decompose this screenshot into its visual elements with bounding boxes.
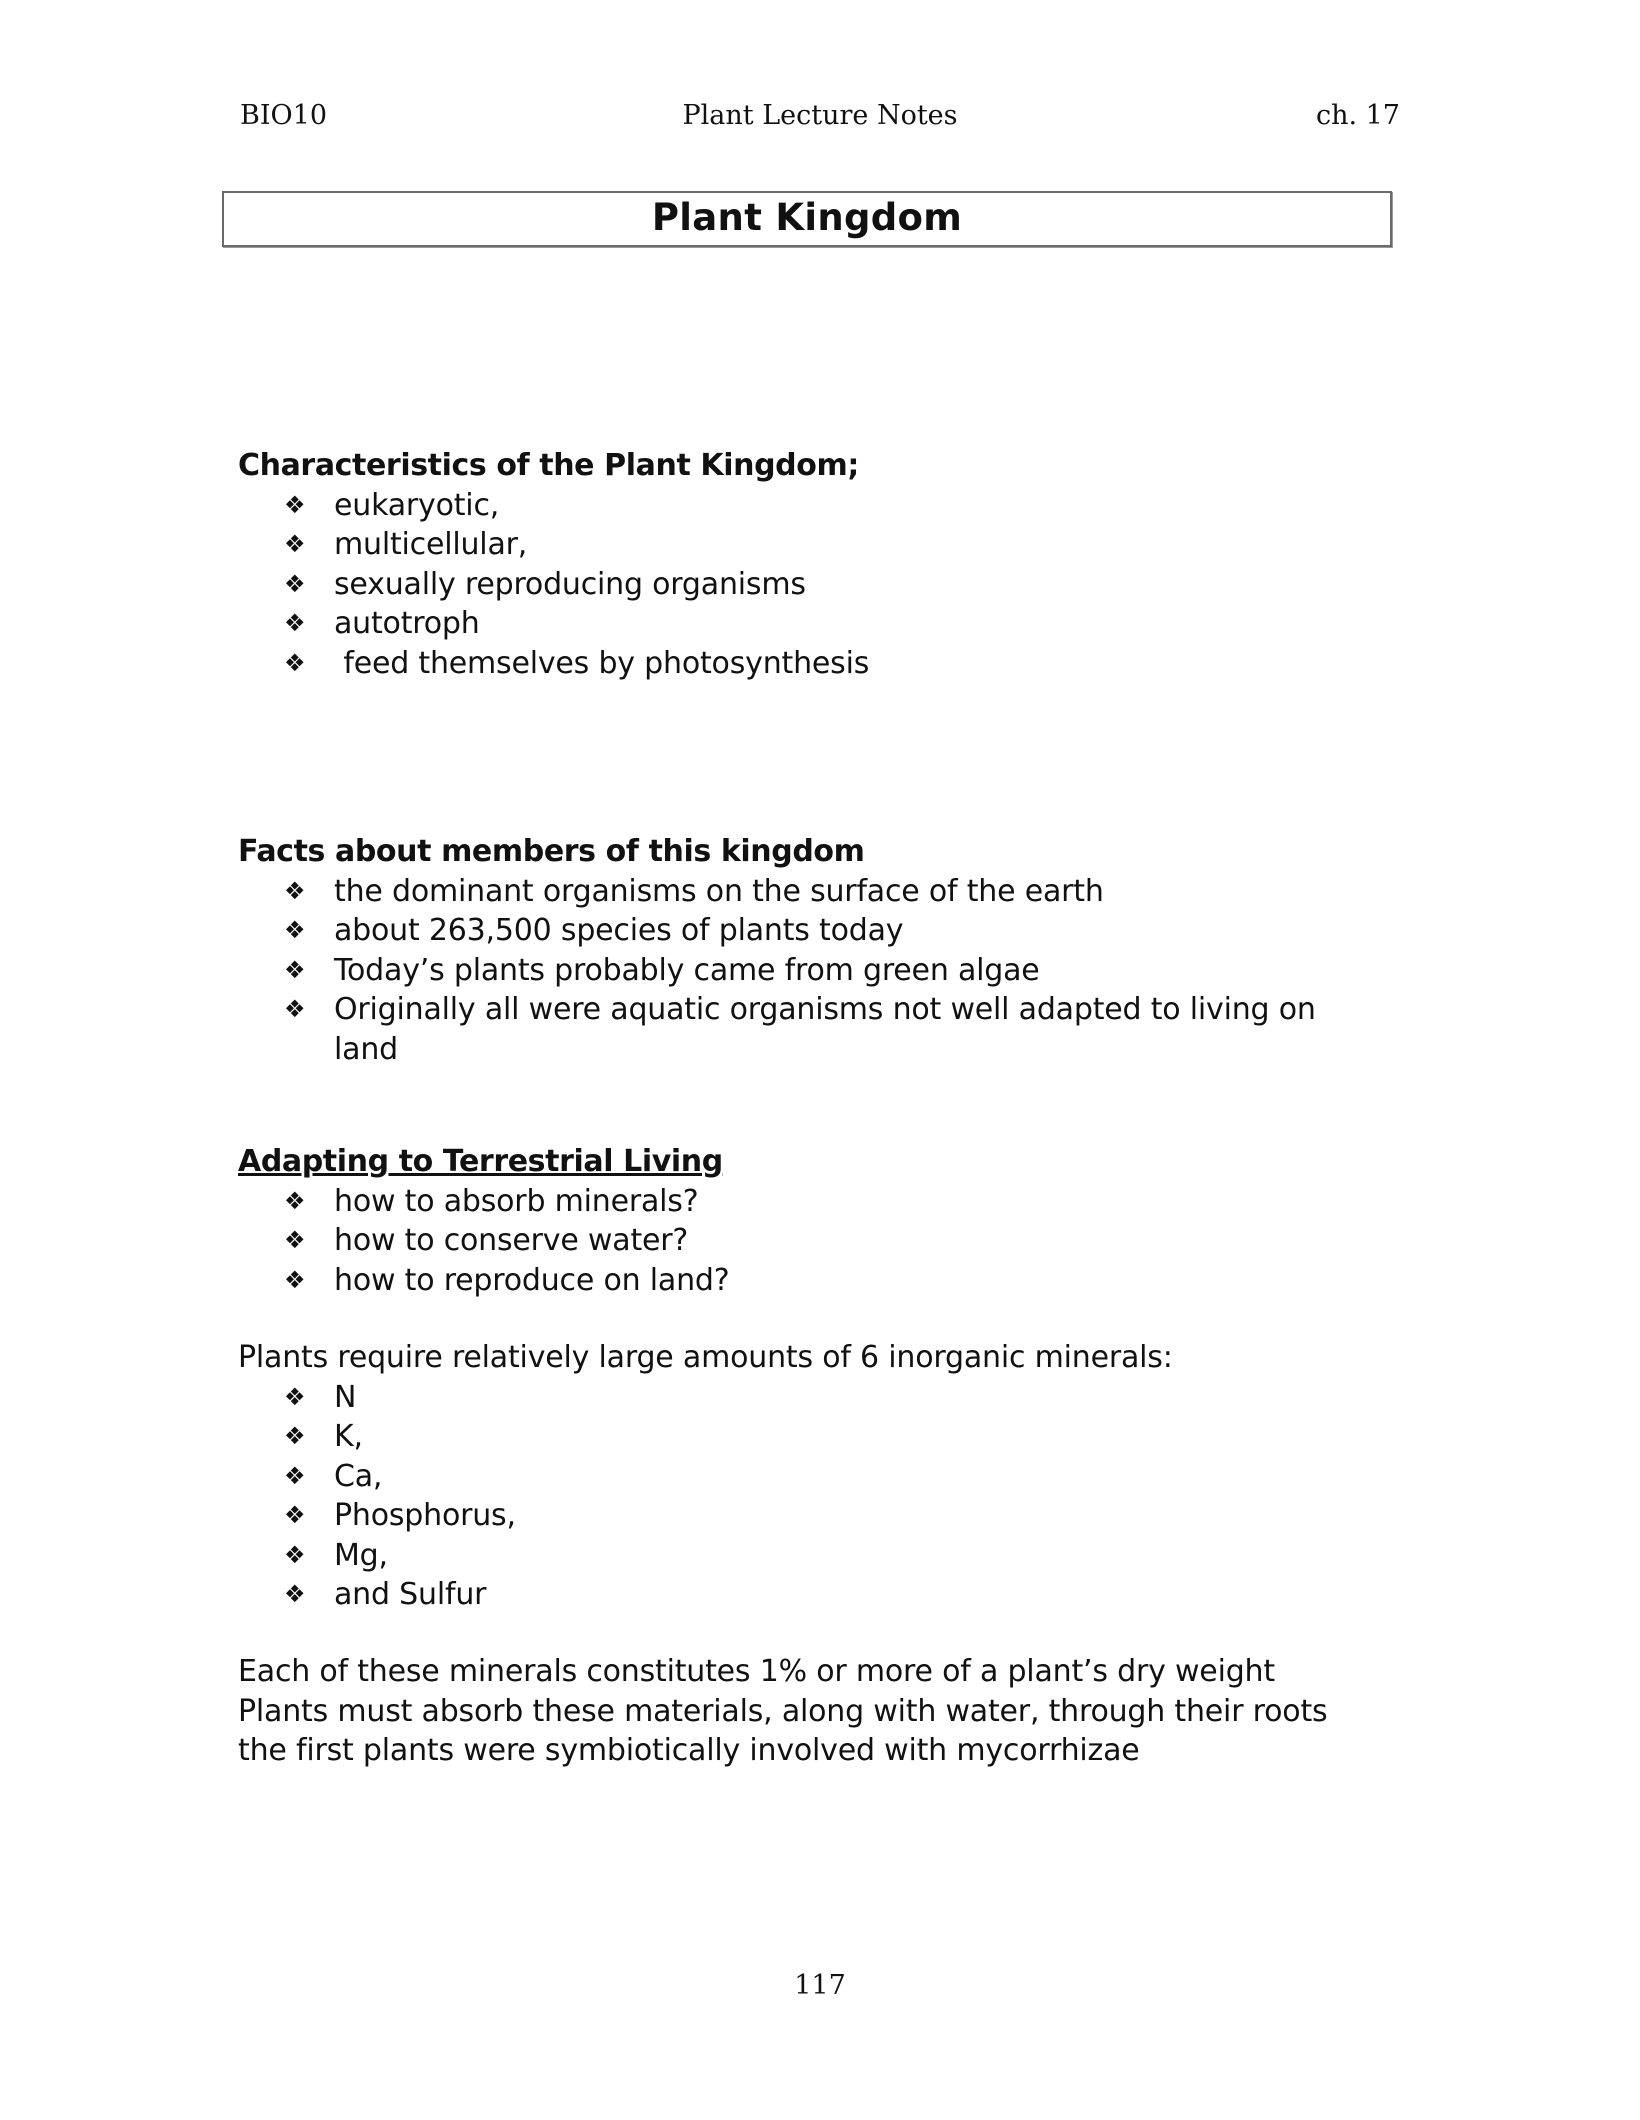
four-diamond-bullet-icon: ❖ xyxy=(284,530,306,558)
page-number: 117 xyxy=(794,1970,846,2001)
section-characteristics xyxy=(238,446,1398,683)
bullet-list xyxy=(238,1378,1398,1615)
four-diamond-bullet-icon: ❖ xyxy=(284,1422,306,1450)
list-item xyxy=(238,911,1398,951)
list-item xyxy=(238,951,1398,991)
list-item-text: sexually reproducing organisms xyxy=(334,566,806,602)
four-diamond-bullet-icon: ❖ xyxy=(284,609,306,637)
paragraph-line: Each of these minerals constitutes 1% or more of a plant’s dry weight xyxy=(238,1654,1275,1689)
four-diamond-bullet-icon: ❖ xyxy=(284,916,306,944)
four-diamond-bullet-icon: ❖ xyxy=(284,876,306,905)
bullet-list xyxy=(238,486,1398,684)
list-item-text: Mg, xyxy=(334,1537,388,1573)
four-diamond-bullet-icon: ❖ xyxy=(284,1226,306,1254)
list-item-text: how to absorb minerals? xyxy=(334,1183,699,1219)
list-item xyxy=(238,1457,1398,1497)
list-item-text: multicellular, xyxy=(334,527,528,562)
list-item xyxy=(238,872,1398,912)
list-item-text: Originally all were aquatic organisms not well adapted to living on land xyxy=(334,992,1316,1067)
four-diamond-bullet-icon: ❖ xyxy=(284,1382,306,1411)
title-box xyxy=(222,191,1392,247)
header-title: Plant Lecture Notes xyxy=(682,100,958,131)
list-item xyxy=(238,1182,1398,1222)
four-diamond-bullet-icon: ❖ xyxy=(284,955,306,984)
list-item-text: and Sulfur xyxy=(334,1577,487,1612)
list-item-text: K, xyxy=(334,1419,363,1454)
list-item xyxy=(238,1417,1398,1457)
four-diamond-bullet-icon: ❖ xyxy=(284,490,306,519)
list-item-text: about 263,500 species of plants today xyxy=(334,913,904,948)
running-header xyxy=(240,100,1400,140)
list-item xyxy=(238,990,1364,1069)
list-item-text: the dominant organisms on the surface of the earth xyxy=(334,873,1104,909)
list-item-text: how to conserve water? xyxy=(334,1223,689,1258)
section-heading: Adapting to Terrestrial Living xyxy=(238,1144,723,1179)
header-chapter: ch. 17 xyxy=(1315,100,1400,131)
section-adapting xyxy=(238,1142,1398,1300)
list-item-text: how to reproduce on land? xyxy=(334,1262,730,1298)
section-minerals xyxy=(238,1338,1398,1615)
list-item-text: Ca, xyxy=(334,1458,383,1494)
list-item-text: N xyxy=(334,1379,357,1415)
list-item xyxy=(238,486,1398,526)
four-diamond-bullet-icon: ❖ xyxy=(284,1265,306,1294)
section-heading: Characteristics of the Plant Kingdom; xyxy=(238,448,859,483)
list-item xyxy=(238,525,1398,565)
four-diamond-bullet-icon: ❖ xyxy=(284,569,306,598)
minerals-intro: Plants require relatively large amounts of 6 inorganic minerals: xyxy=(238,1340,1173,1375)
four-diamond-bullet-icon: ❖ xyxy=(284,1501,306,1529)
four-diamond-bullet-icon: ❖ xyxy=(284,1540,306,1569)
list-item xyxy=(238,644,1398,684)
paragraph-line: Plants must absorb these materials, along with water, through their roots xyxy=(238,1693,1328,1729)
four-diamond-bullet-icon: ❖ xyxy=(284,1580,306,1608)
list-item xyxy=(238,1536,1398,1576)
closing-paragraph xyxy=(238,1652,1398,1771)
list-item xyxy=(238,1221,1398,1261)
list-item xyxy=(238,604,1398,644)
four-diamond-bullet-icon: ❖ xyxy=(284,1461,306,1490)
list-item-text: autotroph xyxy=(334,606,480,641)
list-item xyxy=(238,1496,1398,1536)
list-item xyxy=(238,1261,1398,1301)
four-diamond-bullet-icon: ❖ xyxy=(284,648,306,677)
list-item-text: Phosphorus, xyxy=(334,1498,516,1533)
list-item xyxy=(238,1575,1398,1615)
bullet-list xyxy=(238,1182,1398,1301)
four-diamond-bullet-icon: ❖ xyxy=(284,1186,306,1215)
page-title: Plant Kingdom xyxy=(651,196,963,239)
section-heading: Facts about members of this kingdom xyxy=(238,834,865,869)
bullet-list xyxy=(238,872,1398,1070)
four-diamond-bullet-icon: ❖ xyxy=(284,995,306,1023)
paragraph-line: the first plants were symbiotically involved with mycorrhizae xyxy=(238,1733,1140,1768)
list-item-text: feed themselves by photosynthesis xyxy=(334,645,870,681)
section-facts xyxy=(238,832,1398,1069)
list-item xyxy=(238,565,1398,605)
list-item-text: eukaryotic, xyxy=(334,487,500,523)
header-course: BIO10 xyxy=(240,100,327,131)
list-item-text: Today’s plants probably came from green algae xyxy=(334,952,1040,988)
list-item xyxy=(238,1378,1398,1418)
